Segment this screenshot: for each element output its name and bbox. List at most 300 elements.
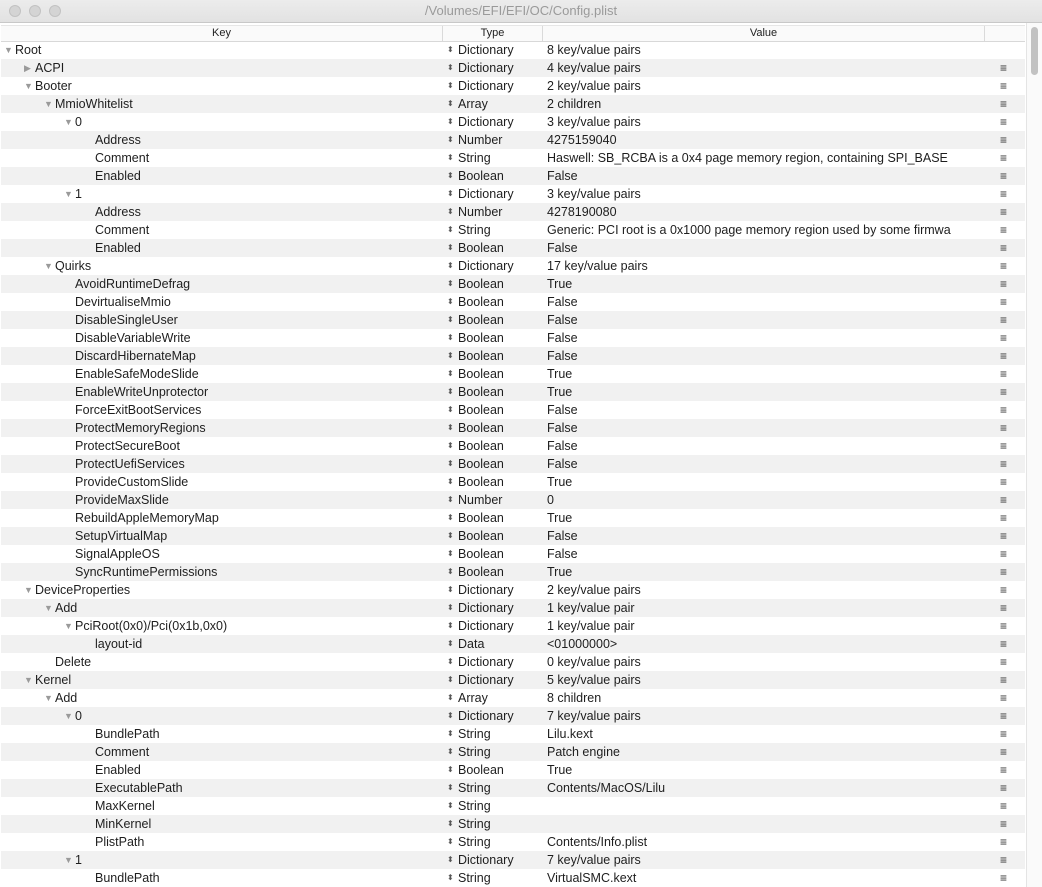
row-menu-icon[interactable]: ≡: [1000, 259, 1008, 273]
outline-row[interactable]: [1, 275, 1025, 293]
row-value[interactable]: False: [547, 403, 578, 417]
row-value[interactable]: 5 key/value pairs: [547, 673, 641, 687]
row-key[interactable]: Comment: [95, 151, 150, 165]
row-menu-icon[interactable]: ≡: [1000, 583, 1008, 597]
row-type[interactable]: Number: [458, 133, 503, 147]
type-stepper-icon[interactable]: ⬍: [447, 225, 454, 234]
type-stepper-icon[interactable]: ⬍: [447, 351, 454, 360]
row-key[interactable]: SyncRuntimePermissions: [75, 565, 218, 579]
row-type[interactable]: Boolean: [458, 763, 504, 777]
outline-row[interactable]: [1, 239, 1025, 257]
row-value[interactable]: Patch engine: [547, 745, 620, 759]
row-type[interactable]: Number: [458, 205, 503, 219]
row-type[interactable]: Dictionary: [458, 655, 514, 669]
window-title: /Volumes/EFI/EFI/OC/Config.plist: [424, 3, 618, 18]
row-key[interactable]: Enabled: [95, 241, 141, 255]
type-stepper-icon[interactable]: ⬍: [447, 711, 454, 720]
type-stepper-icon[interactable]: ⬍: [447, 153, 454, 162]
row-key[interactable]: Quirks: [55, 259, 92, 273]
disclosure-open-icon[interactable]: ▼: [24, 675, 33, 685]
outline-row[interactable]: [1, 347, 1025, 365]
row-menu-icon[interactable]: ≡: [1000, 511, 1008, 525]
row-key[interactable]: MaxKernel: [95, 799, 155, 813]
row-key[interactable]: 0: [75, 709, 82, 723]
row-value[interactable]: 3 key/value pairs: [547, 187, 641, 201]
row-type[interactable]: Boolean: [458, 457, 504, 471]
outline-row[interactable]: [1, 113, 1025, 131]
row-key[interactable]: Add: [55, 601, 78, 615]
outline-row[interactable]: [1, 383, 1025, 401]
type-stepper-icon[interactable]: ⬍: [447, 873, 454, 882]
row-menu-icon[interactable]: ≡: [1000, 205, 1008, 219]
row-menu-icon[interactable]: ≡: [1000, 475, 1008, 489]
row-type[interactable]: String: [458, 871, 491, 885]
row-menu-icon[interactable]: ≡: [1000, 313, 1008, 327]
scrollbar-thumb[interactable]: [1031, 27, 1038, 75]
row-value[interactable]: 2 key/value pairs: [547, 583, 641, 597]
row-value[interactable]: 7 key/value pairs: [547, 853, 641, 867]
row-value[interactable]: False: [547, 241, 578, 255]
row-menu-icon[interactable]: ≡: [1000, 835, 1008, 849]
row-menu-icon[interactable]: ≡: [1000, 565, 1008, 579]
row-type[interactable]: Number: [458, 493, 503, 507]
row-type[interactable]: String: [458, 745, 491, 759]
disclosure-open-icon[interactable]: ▼: [4, 45, 13, 55]
outline-row[interactable]: [1, 797, 1025, 815]
row-value[interactable]: 7 key/value pairs: [547, 709, 641, 723]
row-value[interactable]: False: [547, 457, 578, 471]
row-key[interactable]: Add: [55, 691, 78, 705]
outline-row[interactable]: [1, 419, 1025, 437]
row-menu-icon[interactable]: ≡: [1000, 529, 1008, 543]
row-type[interactable]: Boolean: [458, 367, 504, 381]
row-value[interactable]: 0 key/value pairs: [547, 655, 641, 669]
outline-row[interactable]: [1, 329, 1025, 347]
row-type[interactable]: Dictionary: [458, 79, 514, 93]
row-menu-icon[interactable]: ≡: [1000, 691, 1008, 705]
outline-row[interactable]: [1, 167, 1025, 185]
row-value[interactable]: 0: [547, 493, 554, 507]
outline-row[interactable]: [1, 761, 1025, 779]
outline-row[interactable]: [1, 257, 1025, 275]
row-value[interactable]: False: [547, 313, 578, 327]
disclosure-open-icon[interactable]: ▼: [44, 99, 53, 109]
row-value[interactable]: False: [547, 331, 578, 345]
row-type[interactable]: String: [458, 835, 491, 849]
disclosure-closed-icon[interactable]: ▶: [24, 63, 31, 73]
row-value[interactable]: 8 key/value pairs: [547, 43, 641, 57]
row-value[interactable]: True: [547, 511, 573, 525]
row-key[interactable]: Delete: [55, 655, 92, 669]
row-type[interactable]: Dictionary: [458, 853, 514, 867]
disclosure-open-icon[interactable]: ▼: [24, 585, 33, 595]
row-value[interactable]: 4 key/value pairs: [547, 61, 641, 75]
type-stepper-icon[interactable]: ⬍: [447, 99, 454, 108]
row-key[interactable]: 0: [75, 115, 82, 129]
row-menu-icon[interactable]: ≡: [1000, 439, 1008, 453]
row-type[interactable]: String: [458, 799, 491, 813]
row-key[interactable]: BundlePath: [95, 871, 160, 885]
row-menu-icon[interactable]: ≡: [1000, 799, 1008, 813]
row-menu-icon[interactable]: ≡: [1000, 871, 1008, 885]
outline-row[interactable]: [1, 437, 1025, 455]
type-stepper-icon[interactable]: ⬍: [447, 423, 454, 432]
type-stepper-icon[interactable]: ⬍: [447, 549, 454, 558]
outline-row[interactable]: [1, 473, 1025, 491]
row-menu-icon[interactable]: ≡: [1000, 331, 1008, 345]
row-type[interactable]: Data: [458, 637, 485, 651]
row-key[interactable]: ACPI: [35, 61, 65, 75]
type-stepper-icon[interactable]: ⬍: [447, 567, 454, 576]
row-key[interactable]: AvoidRuntimeDefrag: [75, 277, 191, 291]
row-key[interactable]: Enabled: [95, 169, 141, 183]
type-stepper-icon[interactable]: ⬍: [447, 837, 454, 846]
row-type[interactable]: Dictionary: [458, 115, 514, 129]
row-type[interactable]: Boolean: [458, 547, 504, 561]
row-type[interactable]: Boolean: [458, 331, 504, 345]
plist-outline-view[interactable]: [1, 41, 1025, 887]
row-type[interactable]: Boolean: [458, 277, 504, 291]
outline-row[interactable]: [1, 491, 1025, 509]
type-stepper-icon[interactable]: ⬍: [447, 693, 454, 702]
type-stepper-icon[interactable]: ⬍: [447, 855, 454, 864]
type-stepper-icon[interactable]: ⬍: [447, 189, 454, 198]
type-stepper-icon[interactable]: ⬍: [447, 297, 454, 306]
row-menu-icon[interactable]: ≡: [1000, 421, 1008, 435]
row-menu-icon[interactable]: ≡: [1000, 763, 1008, 777]
outline-row[interactable]: [1, 617, 1025, 635]
row-key[interactable]: ProtectUefiServices: [75, 457, 185, 471]
row-key[interactable]: BundlePath: [95, 727, 160, 741]
row-value[interactable]: False: [547, 421, 578, 435]
row-menu-icon[interactable]: ≡: [1000, 403, 1008, 417]
row-value[interactable]: 4278190080: [547, 205, 617, 219]
row-value[interactable]: 2 key/value pairs: [547, 79, 641, 93]
outline-row[interactable]: [1, 689, 1025, 707]
type-stepper-icon[interactable]: ⬍: [447, 459, 454, 468]
row-value[interactable]: True: [547, 277, 573, 291]
row-type[interactable]: String: [458, 727, 491, 741]
row-type[interactable]: Boolean: [458, 313, 504, 327]
row-key[interactable]: Comment: [95, 745, 150, 759]
disclosure-open-icon[interactable]: ▼: [64, 189, 73, 199]
outline-row[interactable]: [1, 527, 1025, 545]
type-stepper-icon[interactable]: ⬍: [447, 315, 454, 324]
row-menu-icon[interactable]: ≡: [1000, 97, 1008, 111]
row-value[interactable]: True: [547, 565, 573, 579]
type-stepper-icon[interactable]: ⬍: [447, 369, 454, 378]
outline-row[interactable]: [1, 95, 1025, 113]
type-stepper-icon[interactable]: ⬍: [447, 801, 454, 810]
type-stepper-icon[interactable]: ⬍: [447, 747, 454, 756]
row-menu-icon[interactable]: ≡: [1000, 241, 1008, 255]
disclosure-open-icon[interactable]: ▼: [44, 261, 53, 271]
row-type[interactable]: String: [458, 151, 491, 165]
row-value[interactable]: True: [547, 763, 573, 777]
type-stepper-icon[interactable]: ⬍: [447, 729, 454, 738]
outline-row[interactable]: [1, 563, 1025, 581]
outline-row[interactable]: [1, 149, 1025, 167]
row-menu-icon[interactable]: ≡: [1000, 169, 1008, 183]
outline-row[interactable]: [1, 635, 1025, 653]
row-value[interactable]: <01000000>: [547, 637, 618, 651]
outline-row[interactable]: [1, 653, 1025, 671]
outline-row[interactable]: [1, 545, 1025, 563]
row-type[interactable]: Boolean: [458, 403, 504, 417]
row-key[interactable]: Comment: [95, 223, 150, 237]
outline-row[interactable]: [1, 77, 1025, 95]
type-stepper-icon[interactable]: ⬍: [447, 495, 454, 504]
type-stepper-icon[interactable]: ⬍: [447, 261, 454, 270]
disclosure-open-icon[interactable]: ▼: [24, 81, 33, 91]
row-value[interactable]: True: [547, 475, 573, 489]
type-stepper-icon[interactable]: ⬍: [447, 333, 454, 342]
outline-row[interactable]: [1, 221, 1025, 239]
row-type[interactable]: Dictionary: [458, 187, 514, 201]
outline-row[interactable]: [1, 365, 1025, 383]
row-menu-icon[interactable]: ≡: [1000, 637, 1008, 651]
type-stepper-icon[interactable]: ⬍: [447, 243, 454, 252]
row-type[interactable]: Dictionary: [458, 61, 514, 75]
row-menu-icon[interactable]: ≡: [1000, 853, 1008, 867]
row-type[interactable]: Boolean: [458, 241, 504, 255]
type-stepper-icon[interactable]: ⬍: [447, 207, 454, 216]
row-key[interactable]: ProvideMaxSlide: [75, 493, 169, 507]
disclosure-open-icon[interactable]: ▼: [64, 621, 73, 631]
row-key[interactable]: PlistPath: [95, 835, 145, 849]
type-stepper-icon[interactable]: ⬍: [447, 639, 454, 648]
column-header-value[interactable]: Value: [543, 26, 985, 41]
outline-row[interactable]: [1, 779, 1025, 797]
row-value[interactable]: Lilu.kext: [547, 727, 593, 741]
outline-row[interactable]: [1, 743, 1025, 761]
row-menu-icon[interactable]: ≡: [1000, 151, 1008, 165]
row-menu-icon[interactable]: ≡: [1000, 187, 1008, 201]
row-value[interactable]: 1 key/value pair: [547, 619, 635, 633]
row-menu-icon[interactable]: ≡: [1000, 709, 1008, 723]
disclosure-open-icon[interactable]: ▼: [64, 117, 73, 127]
row-value[interactable]: 1 key/value pair: [547, 601, 635, 615]
row-menu-icon[interactable]: ≡: [1000, 727, 1008, 741]
row-menu-icon[interactable]: ≡: [1000, 223, 1008, 237]
row-key[interactable]: 1: [75, 187, 82, 201]
row-value[interactable]: Generic: PCI root is a 0x1000 page memory region used by some firmwa: [547, 223, 951, 237]
row-key[interactable]: ForceExitBootServices: [75, 403, 202, 417]
column-header-key[interactable]: Key: [1, 26, 443, 41]
row-value[interactable]: False: [547, 439, 578, 453]
row-key[interactable]: PciRoot(0x0)/Pci(0x1b,0x0): [75, 619, 228, 633]
row-key[interactable]: Address: [95, 205, 141, 219]
row-key[interactable]: ExecutablePath: [95, 781, 183, 795]
type-stepper-icon[interactable]: ⬍: [447, 603, 454, 612]
type-stepper-icon[interactable]: ⬍: [447, 405, 454, 414]
row-type[interactable]: Dictionary: [458, 619, 514, 633]
row-key[interactable]: RebuildAppleMemoryMap: [75, 511, 219, 525]
outline-row[interactable]: [1, 401, 1025, 419]
row-type[interactable]: Boolean: [458, 295, 504, 309]
row-key[interactable]: Root: [15, 43, 42, 57]
row-type[interactable]: Boolean: [458, 439, 504, 453]
row-menu-icon[interactable]: ≡: [1000, 601, 1008, 615]
row-value[interactable]: Contents/Info.plist: [547, 835, 648, 849]
row-key[interactable]: ProtectSecureBoot: [75, 439, 180, 453]
row-key[interactable]: DeviceProperties: [35, 583, 131, 597]
type-stepper-icon[interactable]: ⬍: [447, 621, 454, 630]
row-key[interactable]: Enabled: [95, 763, 141, 777]
row-type[interactable]: Dictionary: [458, 43, 514, 57]
row-value[interactable]: 17 key/value pairs: [547, 259, 648, 273]
row-type[interactable]: String: [458, 781, 491, 795]
row-type[interactable]: Boolean: [458, 529, 504, 543]
disclosure-open-icon[interactable]: ▼: [44, 693, 53, 703]
type-stepper-icon[interactable]: ⬍: [447, 513, 454, 522]
row-type[interactable]: Dictionary: [458, 601, 514, 615]
row-value[interactable]: True: [547, 385, 573, 399]
row-menu-icon[interactable]: ≡: [1000, 457, 1008, 471]
type-stepper-icon[interactable]: ⬍: [447, 81, 454, 90]
row-menu-icon[interactable]: ≡: [1000, 385, 1008, 399]
vertical-scrollbar[interactable]: [1026, 23, 1042, 887]
row-type[interactable]: Array: [458, 97, 488, 111]
type-stepper-icon[interactable]: ⬍: [447, 675, 454, 684]
type-stepper-icon[interactable]: ⬍: [447, 117, 454, 126]
type-stepper-icon[interactable]: ⬍: [447, 45, 454, 54]
row-menu-icon[interactable]: ≡: [1000, 673, 1008, 687]
outline-row[interactable]: [1, 203, 1025, 221]
row-key[interactable]: Booter: [35, 79, 72, 93]
outline-row[interactable]: [1, 311, 1025, 329]
type-stepper-icon[interactable]: ⬍: [447, 171, 454, 180]
row-menu-icon[interactable]: ≡: [1000, 619, 1008, 633]
type-stepper-icon[interactable]: ⬍: [447, 657, 454, 666]
outline-row[interactable]: [1, 599, 1025, 617]
row-value[interactable]: Haswell: SB_RCBA is a 0x4 page memory region, containing SPI_BASE: [547, 151, 948, 165]
type-stepper-icon[interactable]: ⬍: [447, 63, 454, 72]
row-type[interactable]: Array: [458, 691, 488, 705]
row-type[interactable]: Dictionary: [458, 583, 514, 597]
row-menu-icon[interactable]: ≡: [1000, 493, 1008, 507]
outline-row[interactable]: [1, 833, 1025, 851]
outline-row[interactable]: [1, 185, 1025, 203]
outline-row[interactable]: [1, 815, 1025, 833]
type-stepper-icon[interactable]: ⬍: [447, 135, 454, 144]
row-value[interactable]: Contents/MacOS/Lilu: [547, 781, 666, 795]
disclosure-open-icon[interactable]: ▼: [64, 711, 73, 721]
row-menu-icon[interactable]: ≡: [1000, 61, 1008, 75]
outline-row[interactable]: [1, 509, 1025, 527]
row-type[interactable]: Dictionary: [458, 709, 514, 723]
row-menu-icon[interactable]: ≡: [1000, 781, 1008, 795]
row-type[interactable]: Boolean: [458, 169, 504, 183]
row-key[interactable]: EnableWriteUnprotector: [75, 385, 209, 399]
row-value[interactable]: False: [547, 295, 578, 309]
row-value[interactable]: 4275159040: [547, 133, 617, 147]
row-value[interactable]: 8 children: [547, 691, 602, 705]
row-menu-icon[interactable]: ≡: [1000, 115, 1008, 129]
row-key[interactable]: layout-id: [95, 637, 143, 651]
row-menu-icon[interactable]: ≡: [1000, 277, 1008, 291]
row-type[interactable]: Dictionary: [458, 259, 514, 273]
row-menu-icon[interactable]: ≡: [1000, 745, 1008, 759]
row-type[interactable]: String: [458, 223, 491, 237]
row-type[interactable]: Dictionary: [458, 673, 514, 687]
row-menu-icon[interactable]: ≡: [1000, 133, 1008, 147]
row-key[interactable]: SetupVirtualMap: [75, 529, 168, 543]
row-menu-icon[interactable]: ≡: [1000, 295, 1008, 309]
outline-row[interactable]: [1, 41, 1025, 59]
row-type[interactable]: Boolean: [458, 565, 504, 579]
row-type[interactable]: String: [458, 817, 491, 831]
outline-row[interactable]: [1, 725, 1025, 743]
row-menu-icon[interactable]: ≡: [1000, 349, 1008, 363]
row-type[interactable]: Boolean: [458, 421, 504, 435]
row-key[interactable]: ProvideCustomSlide: [75, 475, 189, 489]
outline-row[interactable]: [1, 455, 1025, 473]
type-stepper-icon[interactable]: ⬍: [447, 783, 454, 792]
row-key[interactable]: MmioWhitelist: [55, 97, 133, 111]
row-key[interactable]: 1: [75, 853, 82, 867]
type-stepper-icon[interactable]: ⬍: [447, 531, 454, 540]
row-value[interactable]: VirtualSMC.kext: [547, 871, 637, 885]
row-type[interactable]: Boolean: [458, 511, 504, 525]
outline-row[interactable]: [1, 707, 1025, 725]
row-value[interactable]: 3 key/value pairs: [547, 115, 641, 129]
type-stepper-icon[interactable]: ⬍: [447, 441, 454, 450]
row-key[interactable]: ProtectMemoryRegions: [75, 421, 206, 435]
row-menu-icon[interactable]: ≡: [1000, 655, 1008, 669]
outline-row[interactable]: [1, 869, 1025, 887]
row-value[interactable]: False: [547, 349, 578, 363]
row-value[interactable]: 2 children: [547, 97, 602, 111]
type-stepper-icon[interactable]: ⬍: [447, 819, 454, 828]
outline-row[interactable]: [1, 293, 1025, 311]
row-value[interactable]: True: [547, 367, 573, 381]
outline-row[interactable]: [1, 131, 1025, 149]
row-value[interactable]: False: [547, 169, 578, 183]
type-stepper-icon[interactable]: ⬍: [447, 585, 454, 594]
type-stepper-icon[interactable]: ⬍: [447, 477, 454, 486]
row-type[interactable]: Boolean: [458, 475, 504, 489]
row-menu-icon[interactable]: ≡: [1000, 817, 1008, 831]
row-key[interactable]: SignalAppleOS: [75, 547, 160, 561]
row-type[interactable]: Boolean: [458, 385, 504, 399]
row-key[interactable]: MinKernel: [95, 817, 152, 831]
row-value[interactable]: False: [547, 547, 578, 561]
row-value[interactable]: False: [547, 529, 578, 543]
disclosure-open-icon[interactable]: ▼: [44, 603, 53, 613]
outline-row[interactable]: [1, 671, 1025, 689]
row-key[interactable]: DiscardHibernateMap: [75, 349, 196, 363]
outline-row[interactable]: [1, 581, 1025, 599]
type-stepper-icon[interactable]: ⬍: [447, 387, 454, 396]
row-type[interactable]: Boolean: [458, 349, 504, 363]
outline-row[interactable]: [1, 851, 1025, 869]
row-key[interactable]: Address: [95, 133, 141, 147]
type-stepper-icon[interactable]: ⬍: [447, 279, 454, 288]
row-menu-icon[interactable]: ≡: [1000, 547, 1008, 561]
row-key[interactable]: DisableSingleUser: [75, 313, 178, 327]
outline-row[interactable]: [1, 59, 1025, 77]
row-menu-icon[interactable]: ≡: [1000, 367, 1008, 381]
row-key[interactable]: DevirtualiseMmio: [75, 295, 171, 309]
type-stepper-icon[interactable]: ⬍: [447, 765, 454, 774]
row-menu-icon[interactable]: ≡: [1000, 79, 1008, 93]
row-key[interactable]: EnableSafeModeSlide: [75, 367, 199, 381]
row-key[interactable]: Kernel: [35, 673, 72, 687]
disclosure-open-icon[interactable]: ▼: [64, 855, 73, 865]
row-key[interactable]: DisableVariableWrite: [75, 331, 191, 345]
column-header-type[interactable]: Type: [443, 26, 543, 41]
